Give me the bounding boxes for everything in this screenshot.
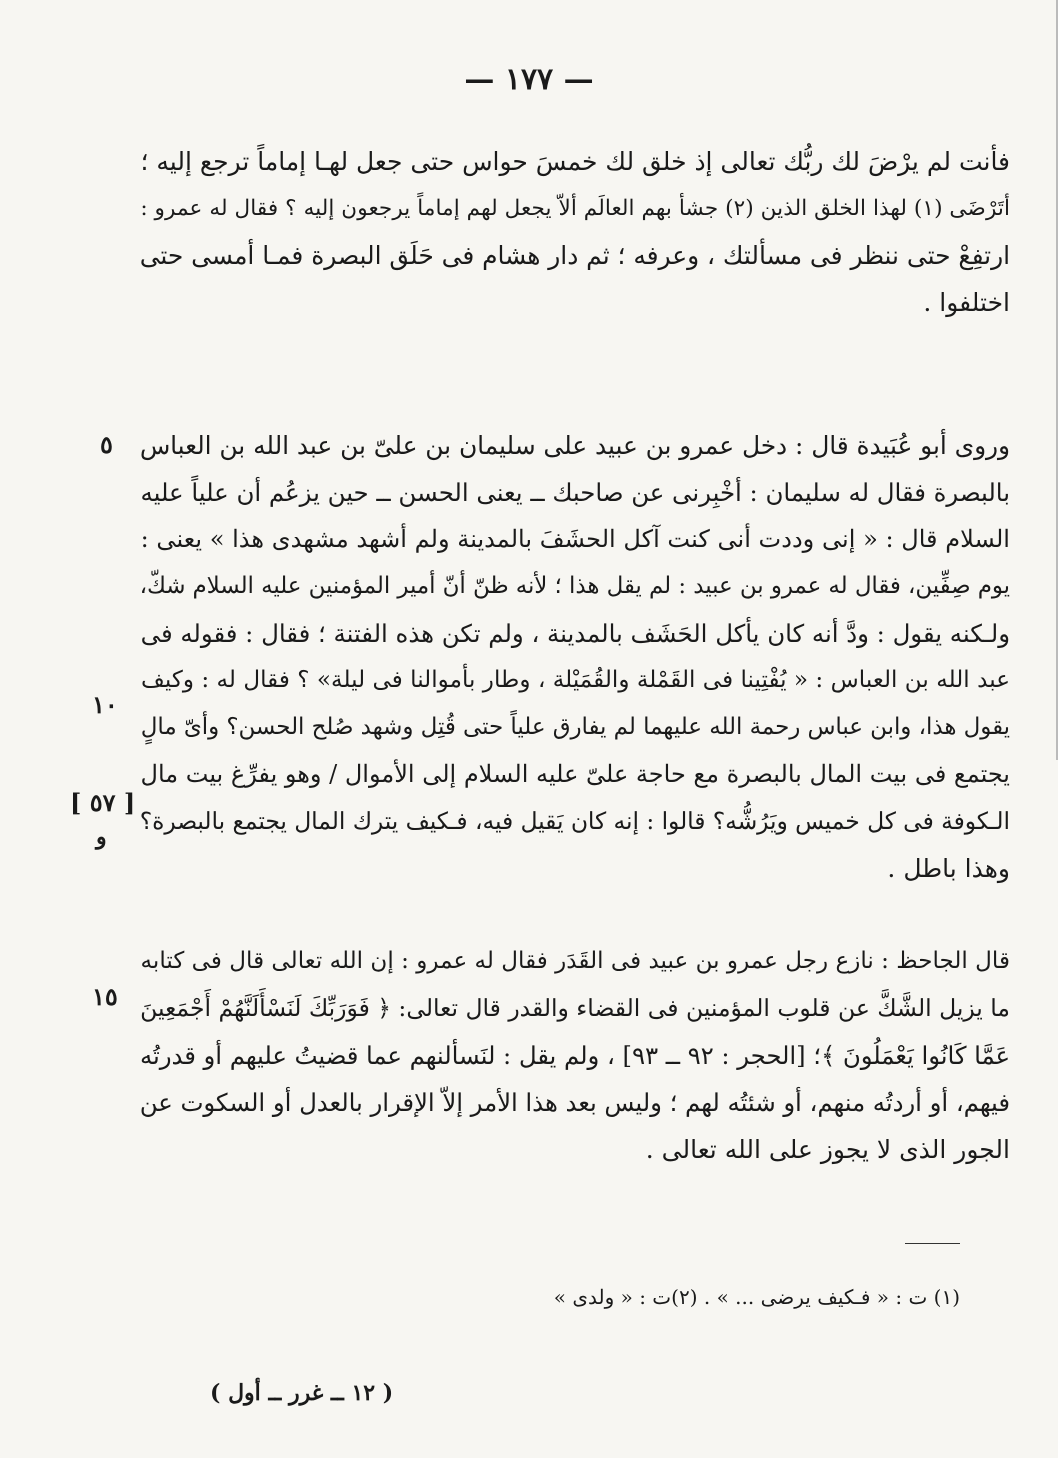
text-line: ما يزيل الشَّكَّ عن قلوب المؤمنين فى القضاء والقدر قال تعالى: ﴿ فَوَرَبِّكَ لَنَسْأَلَنَّهُمْ أَجْمَعِينَ — [140, 994, 1010, 1022]
text-line: السلام قال : « إنى وددت أنى كنت آكل الحشَفَ بالمدينة ولم أشهد مشهدى هذا » يعنى : — [140, 525, 1010, 553]
text-line: يجتمع فى بيت المال بالبصرة مع حاجة علىّ عليه السلام إلى الأموال / وهو يفرِّغ بيت مال — [140, 760, 1010, 788]
paragraph-2 — [140, 422, 1010, 892]
text-line: ولـكنه يقول : ودَّ أنه كان يأكل الحَشَف بالمدينة ، ولم تكن هذه الفتنة ؛ فقال : فقوله فى — [140, 619, 1010, 648]
text-line: عَمَّا كَانُوا يَعْمَلُونَ ﴾؛ [الحجر : ٩٢ ــ ٩٣] ، ولم يقل : لنَسألنهم عما قضيتُ عليهم أو قدرتُه — [140, 1041, 1010, 1070]
text-line: اختلفوا . — [923, 288, 1010, 317]
page-number: — ١٧٧ — — [464, 62, 594, 97]
text-line: بالبصرة فقال له سليمان : أخْبِرنى عن صاحبك ــ يعنى الحسن ــ حين يزعُم أن علياً عليه — [140, 478, 1010, 507]
text-line: عبد الله بن العباس : « يُفْتِينا فى القَمْلة والقُمَيْلة ، وطار بأموالنا فى ليلة» ؟ فقال له : وكيف — [140, 667, 1010, 693]
footnote-divider — [905, 1243, 960, 1244]
text-line: الـكوفة فى كل خميس ويَرُشُّه؟ قالوا : إنه كان يَقيل فيه، فـكيف يترك المال يجتمع بالبصرة؟ — [139, 808, 1010, 835]
text-line: يوم صِفِّين، فقال له عمرو بن عبيد : لم يقل هذا ؛ لأنه ظنّ أنّ أمير المؤمنين عليه السلام شكّ، — [139, 573, 1010, 599]
text-line: ارتفِعْ حتى ننظر فى مسألتك ، وعرفه ؛ ثم دار هشام فى حَلَق البصرة فمـا أمسى حتى — [139, 241, 1010, 270]
text-line: فأنت لم يرْضَ لك ربُّك تعالى إذ خلق لك خمسَ حواس حتى جعل لهـا إماماً ترجع إليه ؛ — [140, 147, 1010, 176]
manuscript-folio-marker: [ ٥٧ ] — [70, 788, 136, 817]
footnotes: (١) ت : « فـكيف يرضى ... » . (٢)ت : « ولدى » — [553, 1285, 960, 1309]
paragraph-1 — [140, 138, 1010, 326]
line-number-15: ١٥ — [92, 982, 118, 1011]
signature-mark: ( ١٢ ــ غرر ــ أول ) — [210, 1380, 394, 1406]
paragraph-3 — [140, 938, 1010, 1173]
text-line: يقول هذا، وابن عباس رحمة الله عليهما لم يفارق علياً حتى قُتِل وشهد صُلح الحسن؟ وأىّ مالٍ — [140, 714, 1010, 740]
text-line: قال الجاحظ : نازع رجل عمرو بن عبيد فى القَدَر فقال له عمرو : إن الله تعالى قال فى كتابه — [140, 948, 1010, 974]
text-line: وروى أبو عُبَيدة قال : دخل عمرو بن عبيد على سليمان بن علىّ بن عبد الله بن العباس — [139, 431, 1010, 460]
manuscript-folio-side: و — [96, 824, 107, 850]
line-number-10: ١٠ — [92, 690, 118, 719]
text-line: الجور الذى لا يجوز على الله تعالى . — [645, 1135, 1010, 1164]
line-number-5: ٥ — [100, 430, 113, 459]
text-line: أتَرْضَى (١) لهذا الخلق الذين (٢) جشأ بهم العالَم ألاّ يجعل لهم إماماً يرجعون إليه ؟ فقال له عمرو : — [140, 196, 1010, 221]
text-line: وهذا باطل . — [887, 854, 1010, 883]
text-line: فيهم، أو أردتُه منهم، أو شئتُه لهم ؛ وليس بعد هذا الأمر إلاّ الإقرار بالعدل أو السكوت عن — [139, 1088, 1010, 1117]
